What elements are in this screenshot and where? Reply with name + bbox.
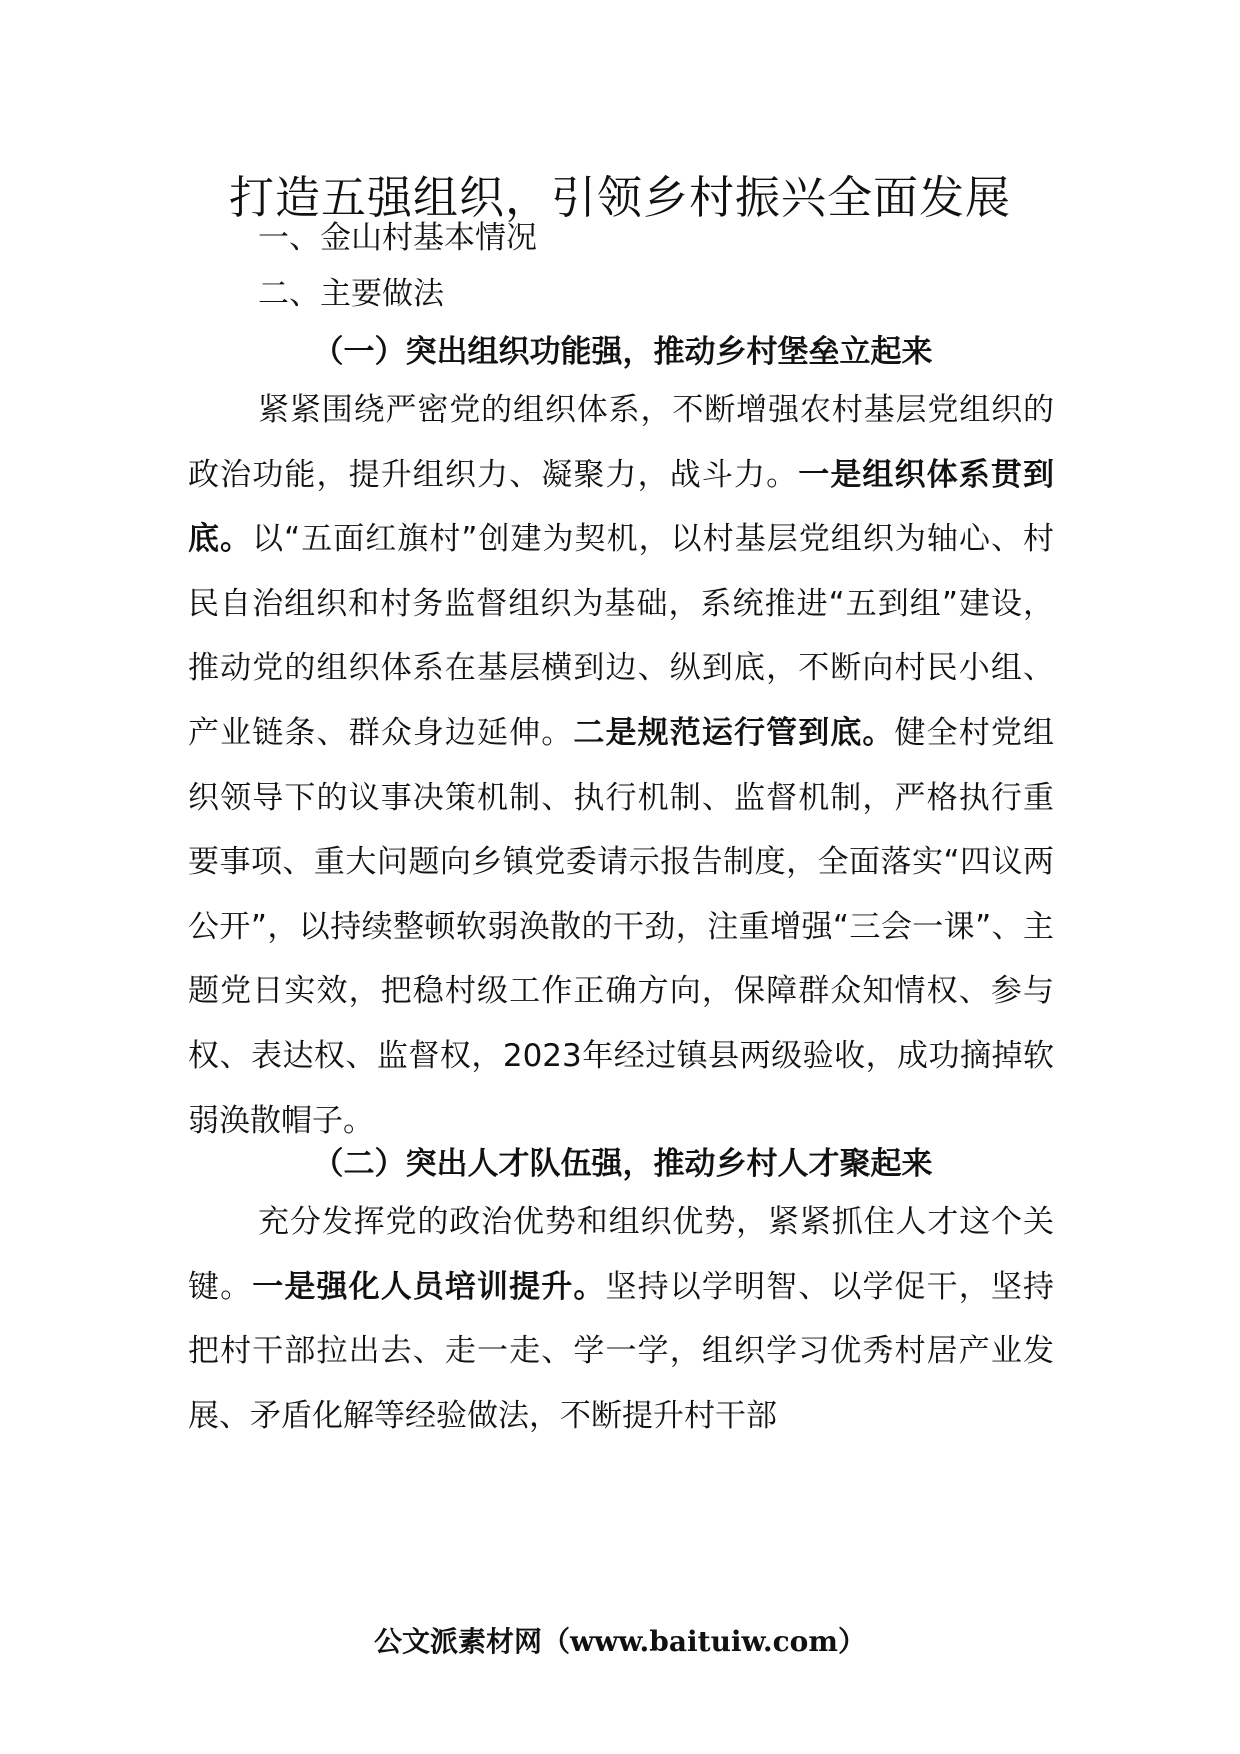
outline-item-main-practices: 二、主要做法 (258, 276, 444, 312)
section-1-point-1-text: 以“五面红旗村”创建为契机，以村基层党组织为轴心、村民自治组织和村务监督组织为基础，系统推进“五到组”建设，推动党的组织体系在基层横到边、纵到底，不断向村民小组、产业链条、群众身边延伸。 (188, 521, 1055, 751)
section-2-paragraph (188, 1190, 1054, 1448)
section-2-heading: （二）突出人才队伍强，推动乡村人才聚起来 (312, 1146, 933, 1182)
footer-watermark: 公文派素材网（www.baituiw.com） (374, 1625, 866, 1658)
section-1-point-2-text: 健全村党组织领导下的议事决策机制、执行机制、监督机制，严格执行重要事项、重大问题向乡镇党委请示报告制度，全面落实“四议两公开”，以持续整顿软弱涣散的干劲，注重增强“三会一课”、主题党日实效，把稳村级工作正确方向，保障群众知情权、参与权、表达权、监督权，2023年经过镇县两级验收，成功摘掉软弱涣散帽子。 (188, 714, 1055, 1139)
document-title: 打造五强组织，引领乡村振兴全面发展 (228, 171, 1011, 224)
section-2-intro-text: 充分发挥党的政治优势和组织优势，紧紧抓住人才这个关键。 (188, 1204, 1054, 1305)
section-1-intro-text: 紧紧围绕严密党的组织体系，不断增强农村基层党组织的政治功能，提升组织力、凝聚力，战斗力。 (188, 392, 1054, 493)
outline-item-basic-info: 一、金山村基本情况 (258, 220, 537, 256)
section-1-paragraph (188, 378, 1054, 1153)
section-2-point-1-heading: 一是强化人员培训提升。 (252, 1268, 606, 1305)
section-1-heading: （一）突出组织功能强，推动乡村堡垒立起来 (312, 334, 933, 370)
section-2-point-1-text: 坚持以学明智、以学促干，坚持把村干部拉出去、走一走、学一学，组织学习优秀村居产业发展、矛盾化解等经验做法，不断提升村干部 (188, 1268, 1055, 1434)
section-1-point-1-heading: 一是组织体系贯到底。 (188, 456, 1055, 558)
section-1-point-2-heading: 二是规范运行管到底。 (573, 714, 895, 751)
